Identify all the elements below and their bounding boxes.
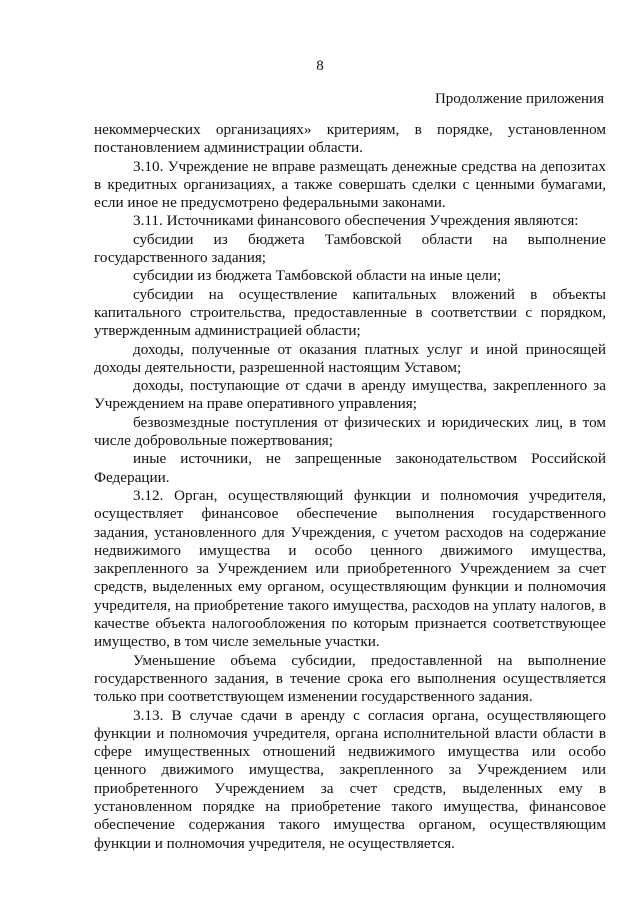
paragraph-3-10: 3.10. Учреждение не вправе размещать денежные средства на депозитах в кредитных организациях, а также совершать сделки с ценными бумагами, если иное не предусмотрено федеральными законами.	[94, 157, 606, 212]
paragraph: некоммерческих организациях» критериям, в порядке, установленном постановлением администрации области.	[94, 121, 606, 157]
paragraph-3-13: 3.13. В случае сдачи в аренду с согласия органа, осуществляющего функции и полномочия учредителя, органа исполнительной власти области в сфере имущественных отношений недвижимого имущества или особо ценного движимого имущества, закрепленного за Учреждением или приобретенного Учреждением за счет средств, выделенных ему в установленном порядке на приобретение такого имущества, финансовое обеспечение содержания такого имущества органом, осуществляющим функции и полномочия учредителя, не осуществляется.	[94, 706, 606, 852]
body-text	[94, 121, 606, 853]
continuation-label: Продолжение приложения	[434, 91, 604, 107]
paragraph: Уменьшение объема субсидии, предоставленной на выполнение государственного задания, в течение срока его выполнения осуществляется только при соответствующем изменении государственного задания.	[94, 651, 606, 706]
page-number: 8	[316, 58, 324, 74]
paragraph-3-11: 3.11. Источниками финансового обеспечения Учреждения являются:	[133, 212, 579, 230]
list-item: иные источники, не запрещенные законодательством Российской Федерации.	[94, 450, 606, 486]
list-item: субсидии на осуществление капитальных вложений в объекты капитального строительства, предоставленные в соответствии с порядком, утвержденным администрацией области;	[94, 285, 606, 340]
list-item: субсидии из бюджета Тамбовской области на выполнение государственного задания;	[94, 230, 606, 267]
list-item: доходы, поступающие от сдачи в аренду имущества, закрепленного за Учреждением на праве оперативного управления;	[94, 377, 606, 413]
list-item: субсидии из бюджета Тамбовской области на иные цели;	[133, 267, 502, 285]
list-item: безвозмездные поступления от физических и юридических лиц, в том числе добровольные пожертвования;	[94, 413, 606, 450]
paragraph-3-12: 3.12. Орган, осуществляющий функции и полномочия учредителя, осуществляет финансовое обеспечение выполнения государственного задания, установленного для Учреждения, с учетом расходов на содержание недвижимого имущества и особо ценного движимого имущества, закрепленного за Учреждением или приобретенного Учреждением за счет средств, выделенных ему органом, осуществляющим функции и полномочия учредителя, на приобретение такого имущества, расходов на уплату налогов, в качестве объекта налогообложения по которым признается соответствующее имущество, в том числе земельные участки.	[94, 486, 606, 651]
list-item: доходы, полученные от оказания платных услуг и иной приносящей доходы деятельности, разрешенной настоящим Уставом;	[94, 340, 606, 376]
